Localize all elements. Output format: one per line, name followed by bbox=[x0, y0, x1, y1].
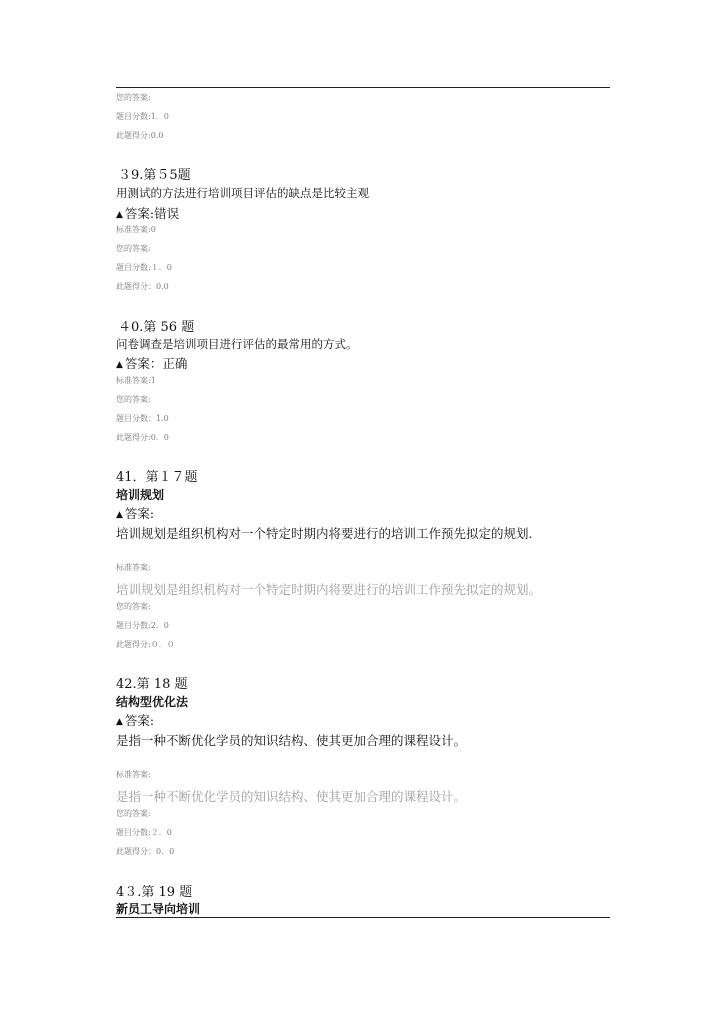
question-title: ３9.第５5题 bbox=[118, 168, 191, 183]
your-answer-label: 您的答案: bbox=[116, 602, 151, 611]
question-title: ４0.第 56 题 bbox=[118, 320, 195, 335]
answer-label: 答案: bbox=[124, 713, 155, 728]
answer-line bbox=[116, 711, 154, 729]
question-text: 用测试的方法进行培训项目评估的缺点是比较主观 bbox=[116, 186, 369, 200]
answer-line bbox=[116, 504, 154, 522]
your-answer-label: 您的答案: bbox=[116, 809, 151, 818]
question-title: 41．第１７题 bbox=[116, 470, 198, 485]
standard-answer: 标准答案:0 bbox=[116, 225, 156, 234]
answer-line bbox=[116, 204, 179, 222]
answer-text: 培训规划是组织机构对一个特定时期内将要进行的培训工作预先拟定的规划. bbox=[116, 526, 533, 541]
your-answer-label: 您的答案: bbox=[116, 244, 151, 253]
answer-text: 是指一种不断优化学员的知识结构、使其更加合理的课程设计。 bbox=[116, 733, 467, 748]
answer-label: 答案: bbox=[124, 506, 155, 521]
question-score: 题目分数:１．0 bbox=[116, 263, 172, 272]
answer-line bbox=[116, 354, 187, 372]
triangle-icon: ▲ bbox=[116, 717, 123, 727]
triangle-icon: ▲ bbox=[116, 360, 123, 370]
question-score: 题目分数:1．0 bbox=[116, 112, 169, 121]
question-title: 4３.第 19 题 bbox=[116, 885, 193, 900]
answer-label: 答案:错误 bbox=[124, 206, 180, 221]
question-term: 新员工导向培训 bbox=[116, 902, 201, 916]
your-answer-label: 您的答案: bbox=[116, 93, 151, 102]
answer-label: 答案：正确 bbox=[124, 356, 188, 371]
earned-score: 此题得分：0.0 bbox=[116, 282, 169, 291]
standard-answer-text: 培训规划是组织机构对一个特定时期内将要进行的培训工作预先拟定的规划。 bbox=[116, 582, 542, 597]
question-score: 题目分数:2．0 bbox=[116, 621, 169, 630]
standard-answer: 标准答案: bbox=[116, 563, 151, 572]
question-term: 培训规划 bbox=[116, 488, 165, 502]
question-score: 题目分数:２．0 bbox=[116, 828, 172, 837]
triangle-icon: ▲ bbox=[116, 510, 123, 520]
earned-score: 此题得分：0．0 bbox=[116, 847, 175, 856]
question-score: 题目分数：1.0 bbox=[116, 414, 169, 423]
question-text: 问卷调查是培训项目进行评估的最常用的方式。 bbox=[116, 337, 358, 351]
earned-score: 此题得分:0．0 bbox=[116, 433, 169, 442]
standard-answer: 标准答案: bbox=[116, 770, 151, 779]
your-answer-label: 您的答案: bbox=[116, 395, 151, 404]
triangle-icon: ▲ bbox=[116, 210, 123, 220]
earned-score: 此题得分:０．０ bbox=[116, 640, 175, 649]
standard-answer: 标准答案:1 bbox=[116, 376, 156, 385]
standard-answer-text: 是指一种不断优化学员的知识结构、使其更加合理的课程设计。 bbox=[116, 789, 467, 804]
top-rule bbox=[116, 87, 610, 88]
question-title: 42.第 18 题 bbox=[116, 677, 188, 692]
bottom-rule bbox=[116, 917, 610, 918]
earned-score: 此题得分:0.0 bbox=[116, 131, 164, 140]
question-term: 结构型优化法 bbox=[116, 695, 189, 709]
